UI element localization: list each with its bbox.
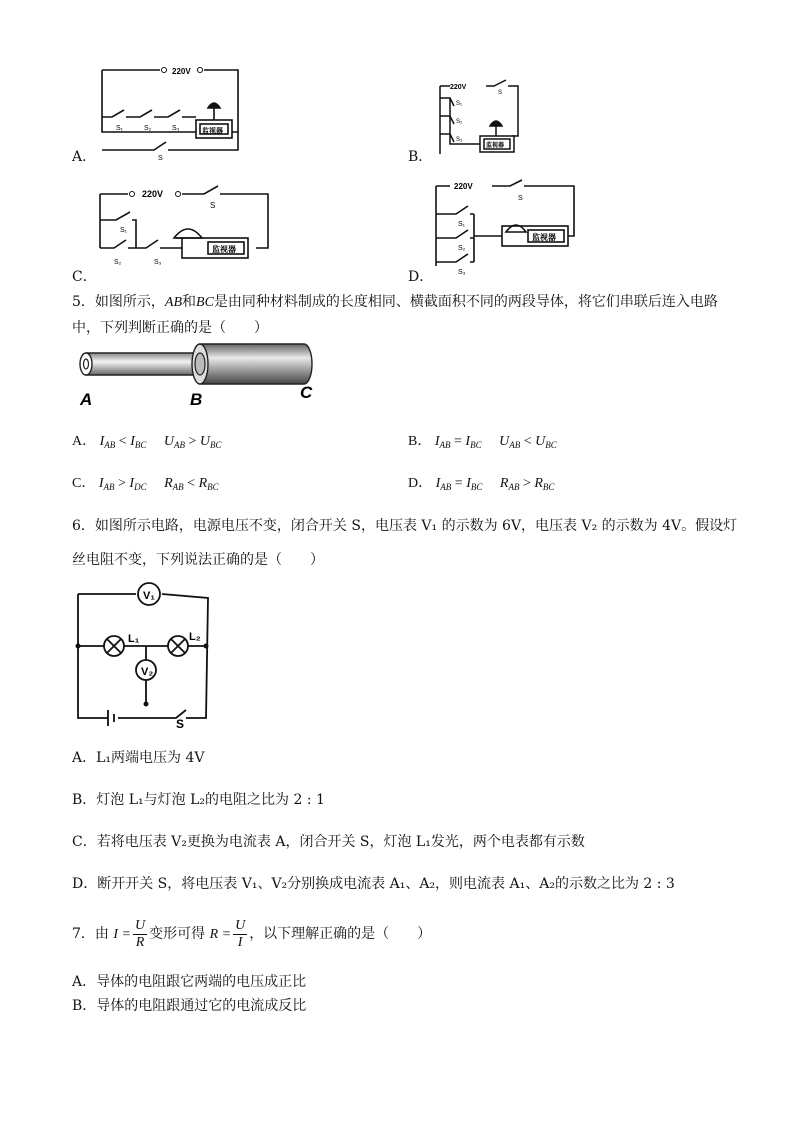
q5-option-a-label: A． <box>72 434 97 449</box>
q4-d-device: 监视器 <box>532 233 556 242</box>
q5-b-op1: = <box>454 434 462 449</box>
q5-a-term4: U <box>199 434 211 449</box>
q5-d-term1: I <box>435 476 441 491</box>
q5-option-d-label: D． <box>408 476 433 491</box>
q6-stem-line1 <box>72 516 737 536</box>
q4-b-s: S <box>498 90 503 96</box>
q5-stem-line1 <box>72 292 718 313</box>
q4-b-device: 监视器 <box>486 143 505 149</box>
q5-c-sub3: AB <box>172 482 184 492</box>
q5-a-term3: U <box>163 434 175 449</box>
q5-b-sub4: BC <box>545 440 557 450</box>
q7-eq2-fraction <box>233 918 247 951</box>
q5-a-term1: I <box>99 434 105 449</box>
q6-stem-line2: 丝电阻不变，下列说法正确的是（ ） <box>72 552 324 568</box>
q7-mid: 变形可得 <box>149 926 206 942</box>
q7-number: 7． <box>72 926 95 942</box>
q5-text-a: 如图所示， <box>94 294 165 310</box>
q7-stem <box>72 916 431 953</box>
q4-option-c-circuit <box>96 182 276 272</box>
q5-c-term4: R <box>198 476 208 491</box>
q5-c-sub4: BC <box>207 482 219 492</box>
q7-post: ，以下理解正确的是（ ） <box>249 926 432 942</box>
q4-d-voltage: 220V <box>454 182 473 191</box>
q4-c-s1: S₁ <box>120 227 128 234</box>
q5-d-sub4: BC <box>542 482 555 492</box>
q5-option-b[interactable] <box>408 432 557 452</box>
q5-ab: AB <box>164 295 183 310</box>
q7-eq2-den: I <box>237 934 243 950</box>
q5-d-op2: > <box>522 476 531 491</box>
q4-option-b-label[interactable]: B． <box>408 149 433 165</box>
q4-a-s2: S₂ <box>144 125 152 132</box>
q5-and: 和 <box>182 294 197 310</box>
q5-b-term4: U <box>535 434 546 449</box>
q5-option-c-label: C． <box>72 476 96 491</box>
q5-text-b: 是由同种材料制成的长度相同、横截面积不同的两段导体，将它们串联后连入电路 <box>213 294 718 310</box>
q6-option-d[interactable]: D．断开开关 S，将电压表 V₁、V₂分别换成电流表 A₁、A₂，则电流表 A₁、A₂的示数之比为 2 : 3 <box>72 876 675 892</box>
q4-option-d-circuit <box>432 176 582 276</box>
q4-option-b-circuit <box>436 78 526 158</box>
q5-number: 5． <box>72 294 95 310</box>
q5-b-term2: I <box>465 434 471 449</box>
q4-d-s1: S₁ <box>458 221 466 228</box>
q5-d-term2: I <box>466 476 471 491</box>
q4-c-s: S <box>210 201 216 210</box>
q5-c-term2: I <box>129 476 135 491</box>
q4-b-s3: S₃ <box>456 137 463 143</box>
q5-b-term3: U <box>499 434 510 449</box>
q7-eq1-lhs: I = <box>113 927 131 942</box>
q7-option-b[interactable]: B．导体的电阻跟通过它的电流成反比 <box>72 998 307 1014</box>
q6-circuit-figure <box>72 580 222 730</box>
q5-a-op1: < <box>118 434 127 449</box>
q4-b-s2: S₂ <box>456 119 463 125</box>
q5-a-sub3: AB <box>174 440 186 450</box>
q5-c-sub2: DC <box>134 482 147 492</box>
q5-d-term3: R <box>499 476 509 491</box>
q4-option-a-circuit <box>96 62 246 162</box>
q6-number: 6． <box>72 518 95 534</box>
q5-c-op2: < <box>187 476 196 491</box>
q4-c-s2: S₂ <box>114 259 122 266</box>
q5-a-sub1: AB <box>104 440 116 450</box>
q5-b-op2: < <box>523 434 532 449</box>
q4-c-s3: S₃ <box>154 259 162 266</box>
q5-d-sub3: AB <box>508 482 520 492</box>
q4-d-s: S <box>518 195 523 202</box>
q5-conductor-figure <box>72 342 332 412</box>
q5-option-b-label: B． <box>408 434 432 449</box>
q6-option-a[interactable]: A．L₁两端电压为 4V <box>72 750 205 766</box>
q5-a-op2: > <box>188 434 197 449</box>
q4-c-voltage: 220V <box>142 189 164 199</box>
q6-s: S <box>176 717 185 731</box>
q4-a-s: S <box>158 155 163 162</box>
q6-v2: V₂ <box>141 666 154 678</box>
q5-a-sub2: BC <box>134 440 147 450</box>
q5-c-term1: I <box>98 476 104 491</box>
q5-option-a[interactable] <box>72 432 222 452</box>
q7-pre: 由 <box>94 926 109 942</box>
q7-eq2-lhs: R = <box>209 927 232 942</box>
q6-l1: L₁ <box>128 633 140 645</box>
q4-d-s2: S₂ <box>458 245 466 252</box>
q7-eq1-den: R <box>135 934 145 950</box>
q5-d-sub1: AB <box>440 482 452 492</box>
q4-b-s1: S₁ <box>456 101 463 107</box>
q5-bc: BC <box>196 295 214 310</box>
q6-v1: V₁ <box>143 590 155 602</box>
q5-option-c[interactable] <box>72 474 219 494</box>
q5-label-c: C <box>300 383 313 402</box>
q6-option-b[interactable]: B．灯泡 L₁与灯泡 L₂的电阻之比为 2 : 1 <box>72 792 325 808</box>
q5-option-d[interactable] <box>408 474 554 494</box>
q5-a-sub4: BC <box>210 440 222 450</box>
q5-stem-line2: 中，下列判断正确的是（ ） <box>72 320 268 336</box>
q4-a-device: 监视器 <box>202 128 223 135</box>
q5-label-b: B <box>190 390 203 409</box>
q5-c-op1: > <box>118 476 126 491</box>
q5-d-op1: = <box>454 476 463 491</box>
q5-b-sub2: BC <box>470 440 482 450</box>
q4-c-device: 监视器 <box>212 245 236 254</box>
q4-option-c-label[interactable]: C． <box>72 269 97 285</box>
q6-text-1: 如图所示电路，电源电压不变，闭合开关 S，电压表 V₁ 的示数为 6V，电压表 V₂ 的示数为 4V。假设灯 <box>94 518 738 534</box>
q5-a-term2: I <box>130 434 135 449</box>
q5-c-term3: R <box>164 476 173 491</box>
q6-option-c[interactable]: C．若将电压表 V₂更换为电流表 A，闭合开关 S，灯泡 L₁发光，两个电表都有示数 <box>72 834 585 850</box>
q5-d-sub2: BC <box>470 482 483 492</box>
q5-b-sub1: AB <box>439 440 451 450</box>
q4-a-s3: S₃ <box>172 125 180 132</box>
q4-a-s1: S₁ <box>116 125 124 132</box>
q5-label-a: A <box>80 390 93 409</box>
q4-b-voltage: 220V <box>450 84 467 91</box>
q5-c-sub1: AB <box>103 482 115 492</box>
q4-d-s3: S₃ <box>458 269 466 276</box>
q4-option-a-label[interactable]: A． <box>72 149 97 165</box>
q5-b-term1: I <box>434 434 440 449</box>
q7-eq1-fraction <box>133 918 147 951</box>
q6-l2: L₂ <box>189 631 201 643</box>
q4-option-d-label[interactable]: D． <box>408 269 434 285</box>
q5-d-term4: R <box>534 476 543 491</box>
q7-option-a[interactable]: A．导体的电阻跟它两端的电压成正比 <box>72 974 307 990</box>
q7-eq2-num: U <box>235 917 246 933</box>
q4-a-voltage: 220V <box>172 67 191 76</box>
q7-eq1-num: U <box>134 917 146 933</box>
q5-b-sub3: AB <box>509 440 521 450</box>
